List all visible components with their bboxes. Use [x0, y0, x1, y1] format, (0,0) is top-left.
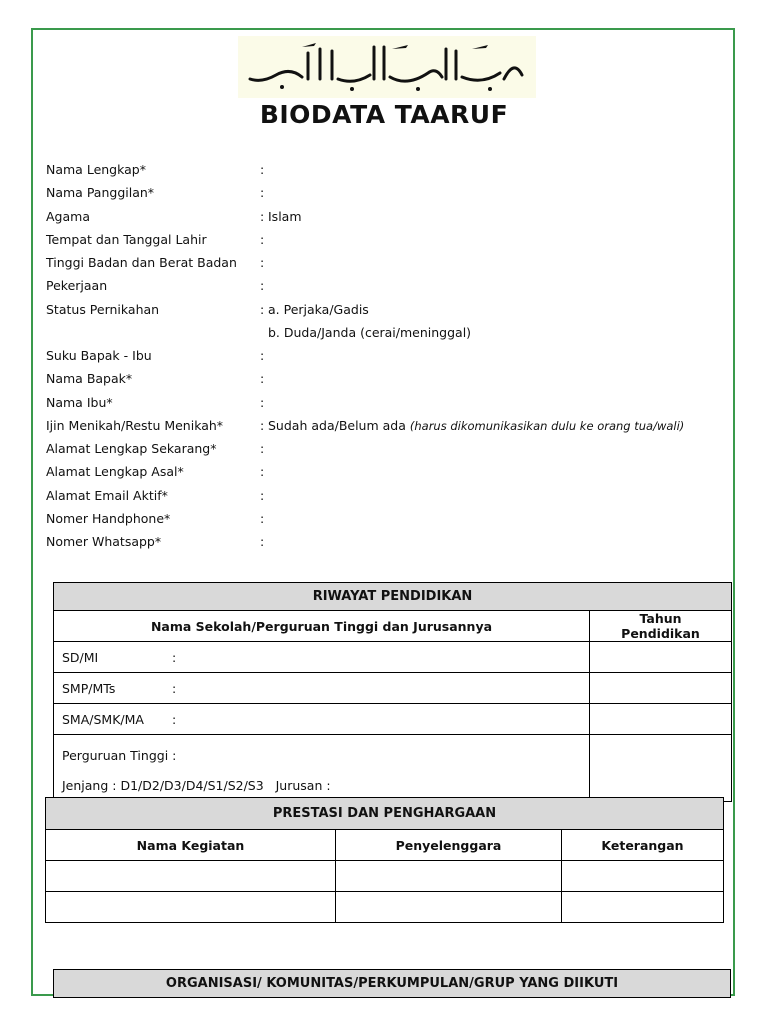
field-separator: : [260, 185, 265, 201]
activity-cell[interactable] [46, 861, 336, 892]
organizer-cell[interactable] [336, 892, 562, 923]
bismillah-calligraphy [238, 36, 536, 98]
field-separator: : [260, 348, 265, 363]
field-separator: : [260, 510, 265, 526]
table-row [54, 642, 732, 673]
col-year-header: Tahun Pendidikan [590, 611, 732, 642]
table-row [54, 735, 732, 802]
university-label: Perguruan Tinggi : [62, 748, 177, 763]
field-label: Nomer Handphone* [46, 510, 171, 526]
field-label: Tempat dan Tanggal Lahir [46, 231, 207, 247]
field-value[interactable] [268, 207, 302, 227]
field-label: Ijin Menikah/Restu Menikah* [46, 417, 224, 433]
field-separator: : [260, 231, 265, 247]
education-level: SMA/SMK/MA [62, 711, 144, 727]
education-level: SD/MI [62, 649, 99, 665]
field-label: Nama Ibu* [46, 394, 113, 410]
field-value-text: Sudah ada/Belum ada [268, 417, 406, 433]
field-separator: : [260, 255, 265, 270]
field-separator: : [260, 534, 265, 549]
field-label: Nama Lengkap* [46, 162, 146, 177]
col-note-header: Keterangan [562, 830, 724, 861]
field-value-text: b. Duda/Janda (cerai/meninggal) [268, 324, 472, 340]
field-label: Pekerjaan [46, 278, 108, 294]
field-separator: : [260, 278, 265, 294]
field-separator: : [260, 464, 265, 480]
field-value-text: Islam [268, 208, 302, 224]
page-title: BIODATA TAARUF [259, 100, 509, 129]
table-row [54, 673, 732, 704]
year-cell[interactable] [590, 704, 732, 735]
field-separator: : [260, 417, 265, 433]
field-separator: : [260, 394, 265, 410]
note-cell[interactable] [562, 892, 724, 923]
activity-cell[interactable] [46, 892, 336, 923]
col-activity-header: Nama Kegiatan [46, 830, 336, 861]
col-school-header: Nama Sekolah/Perguruan Tinggi dan Jurusannya [54, 611, 590, 642]
year-cell[interactable] [590, 642, 732, 673]
field-label: Alamat Lengkap Asal* [46, 464, 184, 480]
field-value[interactable] [268, 323, 471, 343]
organizations-table [53, 969, 731, 998]
table-row [46, 892, 724, 923]
education-level: SMP/MTs [62, 680, 116, 696]
education-title: RIWAYAT PENDIDIKAN [54, 583, 732, 611]
education-sep: : [172, 711, 177, 727]
field-separator: : [260, 301, 265, 317]
field-label: Status Pernikahan [46, 301, 160, 317]
organizations-title: ORGANISASI/ KOMUNITAS/PERKUMPULAN/GRUP YANG DIIKUTI [54, 970, 731, 998]
field-separator: : [260, 371, 265, 387]
table-row [46, 861, 724, 892]
achievements-title: PRESTASI DAN PENGHARGAAN [46, 798, 724, 830]
field-value[interactable] [268, 300, 369, 320]
year-cell[interactable] [590, 673, 732, 704]
organizer-cell[interactable] [336, 861, 562, 892]
field-separator: : [260, 487, 265, 503]
field-value-text: a. Perjaka/Gadis [268, 301, 369, 317]
field-separator: : [260, 162, 265, 177]
field-separator: : [260, 208, 265, 224]
education-sep: : [172, 680, 177, 696]
field-label: Alamat Lengkap Sekarang* [46, 441, 217, 456]
field-separator: : [260, 441, 265, 456]
table-row [54, 704, 732, 735]
field-label: Tinggi Badan dan Berat Badan [46, 255, 237, 270]
year-cell[interactable] [590, 735, 732, 802]
field-label: Alamat Email Aktif* [46, 487, 168, 503]
education-table [53, 582, 732, 802]
field-label: Suku Bapak - Ibu [46, 348, 152, 363]
field-label: Agama [46, 208, 90, 224]
note-cell[interactable] [562, 861, 724, 892]
field-label: Nama Bapak* [46, 371, 133, 387]
col-organizer-header: Penyelenggara [336, 830, 562, 861]
field-value[interactable] [268, 416, 684, 436]
jenjang-label: Jenjang : D1/D2/D3/D4/S1/S2/S3 Jurusan : [62, 778, 331, 793]
field-label: Nomer Whatsapp* [46, 534, 162, 549]
achievements-table [45, 797, 724, 923]
education-sep: : [172, 649, 177, 665]
field-note: (harus dikomunikasikan dulu ke orang tua/wali) [409, 418, 685, 433]
field-label: Nama Panggilan* [46, 185, 155, 201]
